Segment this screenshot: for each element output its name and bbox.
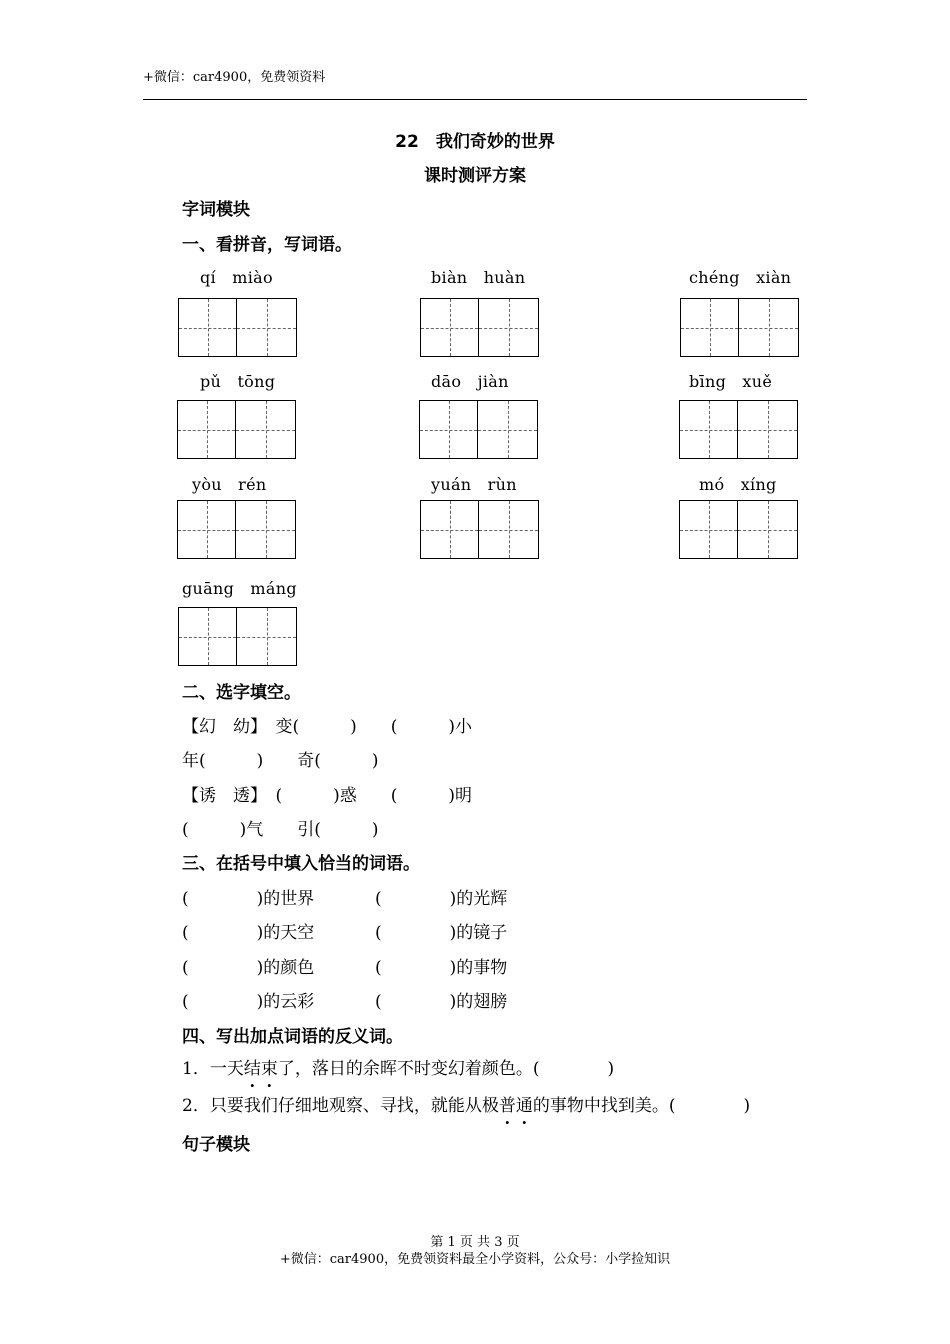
text: 了，落日的余晖不时变幻着颜色。( ) [277, 1059, 615, 1079]
q3-item: ( )的镜子 [375, 923, 508, 943]
lesson-title: 22 我们奇妙的世界 [395, 132, 555, 152]
dotted-char: 普 [498, 1096, 516, 1116]
char-grid-2[interactable] [420, 298, 539, 357]
grid-cell[interactable] [478, 400, 538, 459]
grid-cell[interactable] [738, 400, 798, 459]
lesson-subtitle: 课时测评方案 [424, 166, 526, 186]
q2-line-2: 年( ) 奇( ) [182, 751, 379, 771]
page-number: 第 1 页 共 3 页 [430, 1235, 520, 1250]
grid-cell[interactable] [738, 500, 798, 559]
char-grid-1[interactable] [178, 298, 297, 357]
pinyin-5: dāo jiàn [431, 372, 509, 391]
pinyin-3: chéng xiàn [689, 268, 792, 287]
text: 的事物中找到美。( ) [532, 1096, 751, 1116]
q3-item: ( )的翅膀 [375, 992, 508, 1012]
pinyin-4: pǔ tōng [200, 372, 276, 391]
grid-cell[interactable] [237, 607, 297, 666]
grid-cell[interactable] [479, 298, 539, 357]
grid-cell[interactable] [237, 298, 297, 357]
section-sentences-label: 句子模块 [182, 1135, 250, 1155]
grid-cell[interactable] [177, 400, 236, 459]
char-grid-7[interactable] [177, 500, 296, 559]
q4-heading: 四、写出加点词语的反义词。 [182, 1027, 403, 1047]
q3-item: ( )的光辉 [375, 889, 508, 909]
pinyin-10: guāng máng [182, 579, 297, 598]
char-grid-8[interactable] [420, 500, 539, 559]
grid-cell[interactable] [236, 500, 296, 559]
grid-cell[interactable] [177, 500, 236, 559]
footer-note: +微信：car4900，免费领资料最全小学资料，公众号：小学捡知识 [279, 1252, 671, 1267]
grid-cell[interactable] [679, 400, 738, 459]
q4-sentence-1 [182, 1054, 614, 1079]
dotted-char: 结 [243, 1059, 261, 1079]
q2-heading: 二、选字填空。 [182, 683, 301, 703]
pinyin-9: mó xíng [699, 475, 777, 494]
dotted-char: 束 [260, 1059, 278, 1079]
char-grid-5[interactable] [419, 400, 538, 459]
grid-cell[interactable] [420, 500, 479, 559]
char-grid-10[interactable] [178, 607, 297, 666]
grid-cell[interactable] [236, 400, 296, 459]
char-grid-3[interactable] [680, 298, 799, 357]
q3-item: ( )的云彩 [182, 992, 315, 1012]
grid-cell[interactable] [178, 298, 237, 357]
grid-cell[interactable] [420, 298, 479, 357]
q2-line-3: 【诱 透】 ( )惑 ( )明 [182, 786, 473, 806]
pinyin-2: biàn huàn [431, 268, 526, 287]
pinyin-1: qí miào [200, 268, 273, 287]
grid-cell[interactable] [680, 298, 739, 357]
char-grid-6[interactable] [679, 400, 798, 459]
header-rule [143, 99, 807, 100]
char-grid-4[interactable] [177, 400, 296, 459]
q3-item: ( )的世界 [182, 889, 315, 909]
section-words-label: 字词模块 [182, 200, 250, 220]
grid-cell[interactable] [679, 500, 738, 559]
char-grid-9[interactable] [679, 500, 798, 559]
grid-cell[interactable] [479, 500, 539, 559]
grid-cell[interactable] [739, 298, 799, 357]
q3-item: ( )的事物 [375, 958, 508, 978]
pinyin-7: yòu rén [192, 475, 267, 494]
grid-cell[interactable] [419, 400, 478, 459]
q1-heading: 一、看拼音，写词语。 [182, 235, 352, 255]
pinyin-8: yuán rùn [431, 475, 517, 494]
q3-heading: 三、在括号中填入恰当的词语。 [182, 854, 420, 874]
q4-sentence-2 [182, 1091, 750, 1116]
text: 2．只要我们仔细地观察、寻找，就能从极 [182, 1096, 499, 1116]
q3-item: ( )的天空 [182, 923, 315, 943]
dotted-char: 通 [515, 1096, 533, 1116]
text: 1．一天 [182, 1059, 244, 1079]
q3-item: ( )的颜色 [182, 958, 315, 978]
q2-line-1: 【幻 幼】 变( ) ( )小 [182, 717, 473, 737]
grid-cell[interactable] [178, 607, 237, 666]
q2-line-4: ( )气 引( ) [182, 820, 379, 840]
pinyin-6: bīng xuě [689, 372, 773, 391]
page-header: +微信：car4900，免费领资料 [143, 70, 326, 85]
